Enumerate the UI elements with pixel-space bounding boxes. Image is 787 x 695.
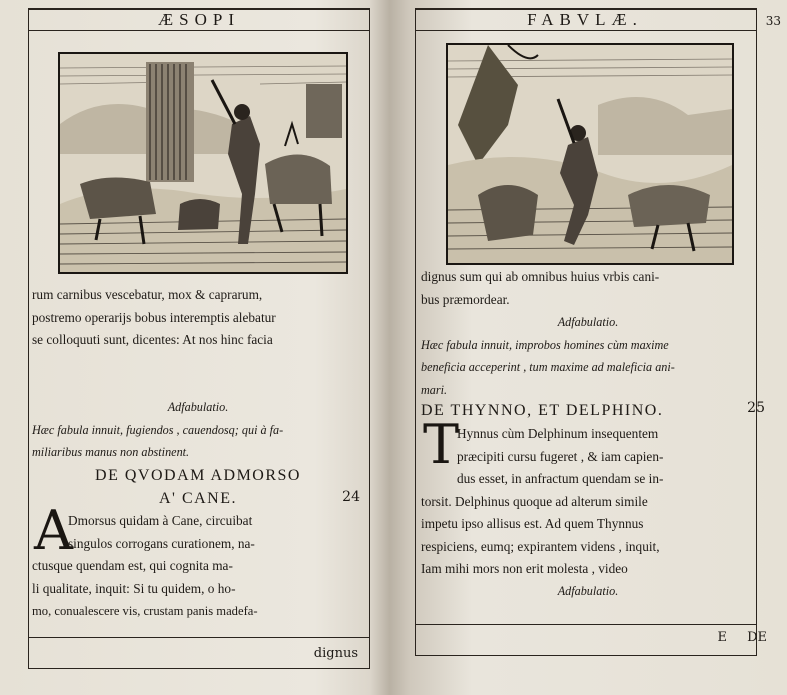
text-line: postremo operarijs bobus interemptis alebatur (32, 309, 276, 325)
header-rule (28, 30, 370, 31)
running-head: ÆSOPI (158, 10, 240, 29)
folio-number: 33 (765, 14, 781, 28)
adfabulatio-label: Adfabulatio. (167, 400, 229, 414)
adfabulatio-block (421, 311, 755, 401)
text-line: ctusque quendam est, qui cognita ma- (32, 558, 233, 573)
adfabulatio-block (32, 396, 364, 464)
text-line: impetu ipso allisus est. Ad quem Thynnus (421, 516, 644, 531)
text-line: Hynnus cùm Delphinum insequentem (457, 426, 659, 441)
woodcut-tuna-dolphin-image (448, 45, 732, 263)
moral-line: beneficia acceperint , tum maxime ad maleficia ani- (421, 360, 675, 374)
text-line: præcipiti cursu fugeret , & iam capien- (457, 448, 664, 464)
text-line: se colloquuti sunt, dicentes: At nos hinc facia (32, 332, 273, 347)
fable-title-line2: A' CANE. (159, 489, 237, 507)
catchword: dignus (313, 646, 358, 661)
adfabulatio-label: Adfabulatio. (557, 315, 619, 329)
woodcut-illustration (58, 52, 348, 274)
moral-line: miliaribus manus non abstinent. (32, 445, 190, 459)
woodcut-farmer-dogs-image (60, 54, 346, 272)
footer-rule (28, 637, 370, 638)
drop-cap: T (423, 413, 460, 476)
text-line: dignus sum qui ab omnibus huius vrbis cani- (421, 269, 660, 284)
footer-rule (415, 624, 757, 625)
running-head: FABVLÆ. (527, 10, 643, 29)
fable-continuation-text (421, 266, 755, 311)
text-line: Dmorsus quidam à Cane, circuibat (68, 513, 253, 528)
text-line: singulos corrogans curationem, na- (68, 535, 255, 551)
fable-continuation-text (32, 284, 364, 329)
catchword: DE (747, 630, 767, 645)
drop-cap: A (34, 499, 73, 562)
left-page (0, 0, 388, 695)
fable-continuation-text-2 (32, 329, 364, 352)
fable-text (32, 510, 364, 623)
right-page (399, 0, 787, 695)
text-line: dus esset, in anfractum quendam se in- (457, 471, 664, 486)
text-line: respiciens, eumq; expirantem videns , inquit, (421, 538, 660, 554)
header-rule (415, 30, 757, 31)
text-line: torsit. Delphinus quoque ad alterum simile (421, 493, 648, 509)
fable-title-block (421, 400, 755, 423)
text-line: li qualitate, inquit: Si tu quidem, o ho- (32, 580, 236, 596)
moral-line: Hæc fabula innuit, fugiendos , cauendosq; qui à fa- (32, 422, 284, 437)
moral-line: Hæc fabula innuit, improbos homines cùm maxime (421, 337, 669, 352)
text-line: mo, conualescere vis, crustam panis madefa- (32, 604, 258, 618)
fable-number: 24 (342, 489, 360, 505)
adfabulatio-block-2 (421, 580, 755, 603)
moral-line: mari. (421, 382, 448, 397)
fable-title: DE QVODAM ADMORSO (95, 467, 301, 484)
woodcut-illustration (446, 43, 734, 265)
fable-text (421, 423, 755, 581)
text-line: bus præmordear. (421, 291, 510, 307)
fable-title-block (32, 465, 364, 510)
fable-title: DE THYNNO, ET DELPHINO. (421, 402, 664, 419)
text-line: rum carnibus vescebatur, mox & caprarum, (32, 287, 263, 302)
signature-mark: E (717, 630, 727, 645)
adfabulatio-label: Adfabulatio. (557, 584, 619, 598)
fable-number: 25 (747, 400, 765, 416)
text-line: Iam mihi mors non erit molesta , video (421, 561, 628, 576)
